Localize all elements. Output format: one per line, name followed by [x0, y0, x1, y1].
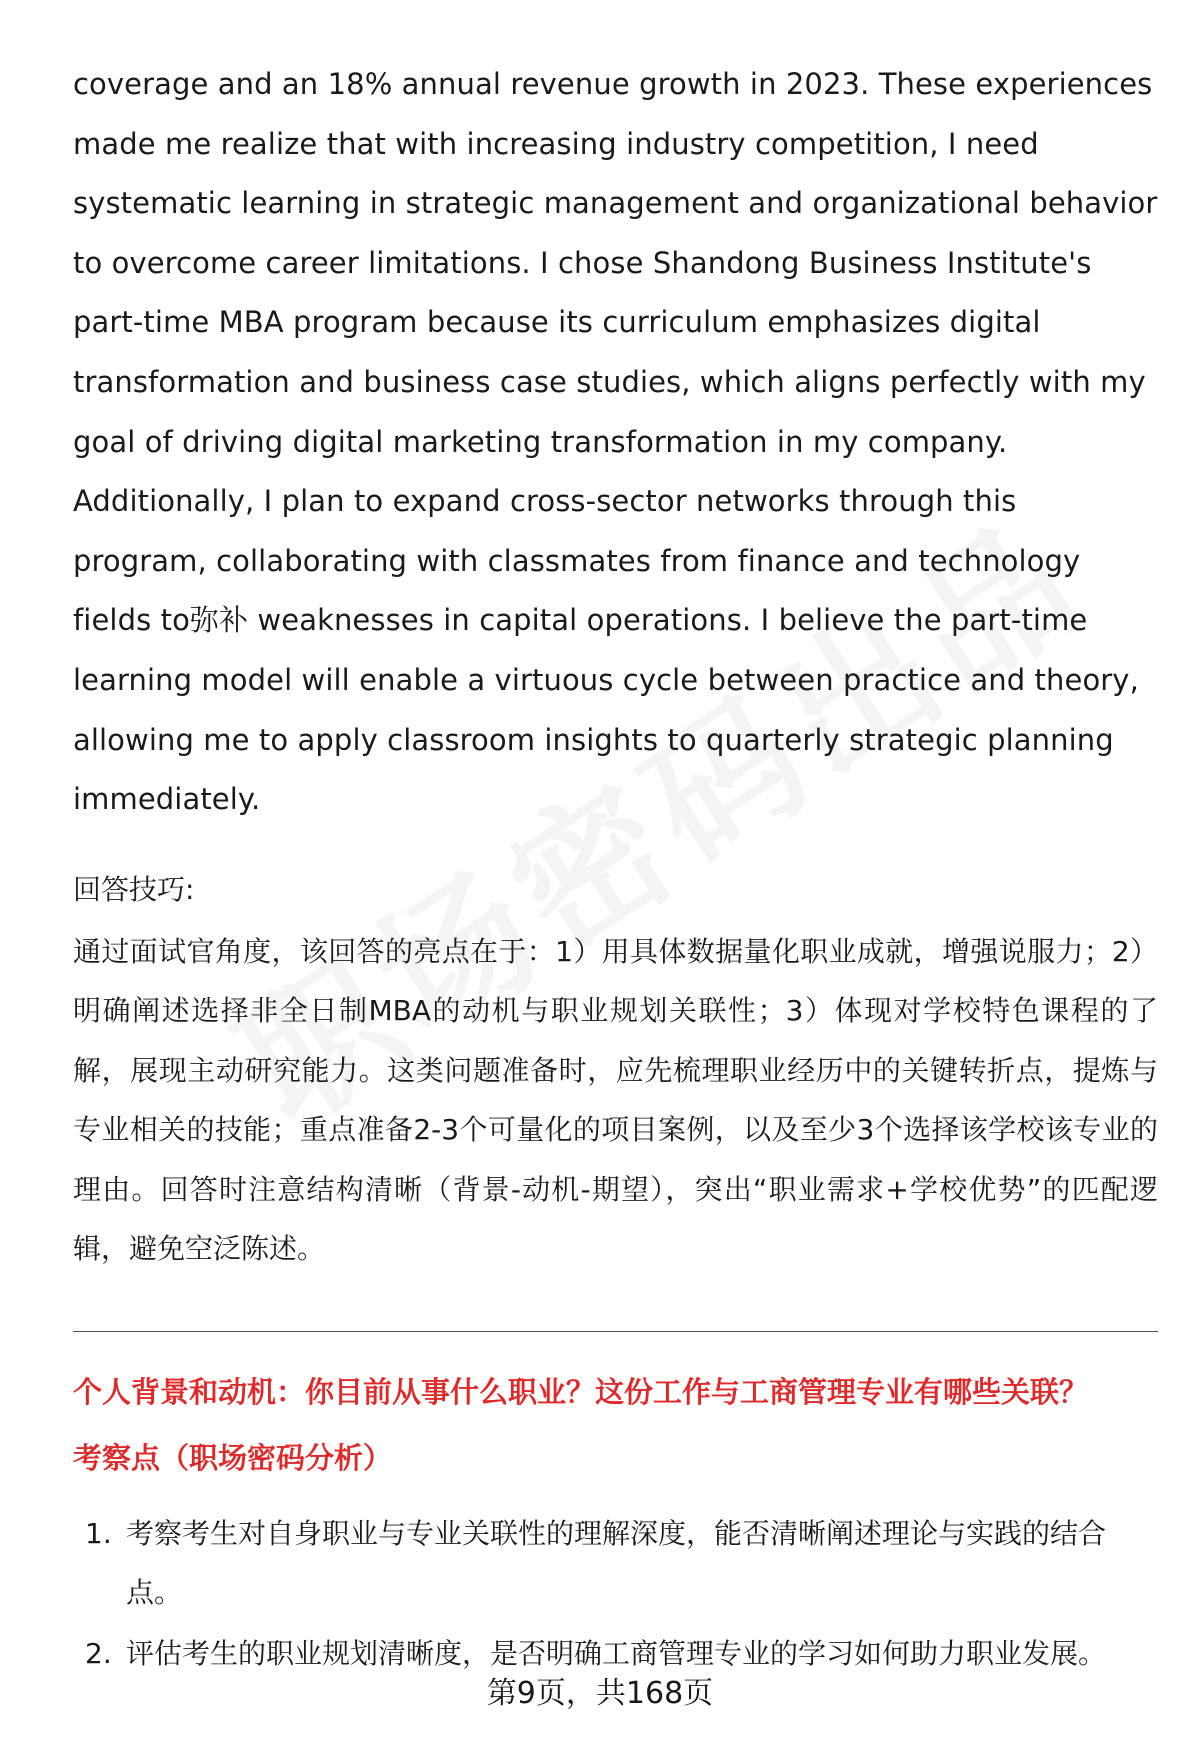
answer-paragraph: coverage and an 18% annual revenue growth in 2023. These experiences made me realize that with increasing industry competition, I need systematic learning in strategic management and organizational behavior to overcome career limitations. I chose Shandong Business Institute's part-time MBA program because its curriculum emphasizes digital transformation and business case studies, which aligns perfectly with my goal of driving digital marketing transformation in my company. Additionally, I plan to expand cross-sector networks through this program, collaborating with classmates from finance and technology fields to弥补 weaknesses in capital operations. I believe the part-time learning model will enable a virtuous cycle between practice and theory, allowing me to apply classroom insights to quarterly strategic planning immediately.	[73, 67, 1158, 817]
list-item-text: 评估考生的职业规划清晰度，是否明确工商管理专业的学习如何助力职业发展。	[126, 1636, 1107, 1670]
list-item-text: 考察考生对自身职业与专业关联性的理解深度，能否清晰阐述理论与实践的结合点。	[126, 1516, 1107, 1610]
tips-title: 回答技巧:	[73, 872, 195, 906]
tips-body: 通过面试官角度，该回答的亮点在于：1）用具体数据量化职业成就，增强说服力；2）明确阐述选择非全日制MBA的动机与职业规划关联性；3）体现对学校特色课程的了解，展现主动研究能力。这类问题准备时，应先梳理职业经历中的关键转折点，提炼与专业相关的技能；重点准备2-3个可量化的项目案例，以及至少3个选择该学校该专业的理由。回答时注意结构清晰（背景-动机-期望），突出“职业需求+学校优势”的匹配逻辑，避免空泛陈述。	[73, 934, 1158, 1266]
list-item-number: 2.	[85, 1636, 112, 1670]
analysis-heading: 考察点（职场密码分析）	[73, 1440, 393, 1475]
list-item-number: 1.	[85, 1516, 112, 1550]
page-number: 第9页，共168页	[486, 1676, 714, 1711]
analysis-points	[73, 1504, 1158, 1684]
question-heading: 个人背景和动机：你目前从事什么职业？这份工作与工商管理专业有哪些关联？	[73, 1374, 1089, 1409]
tips-section	[73, 868, 1158, 1279]
document-page	[73, 55, 1158, 1684]
list-item	[73, 1504, 1158, 1623]
section-divider	[73, 1331, 1158, 1332]
